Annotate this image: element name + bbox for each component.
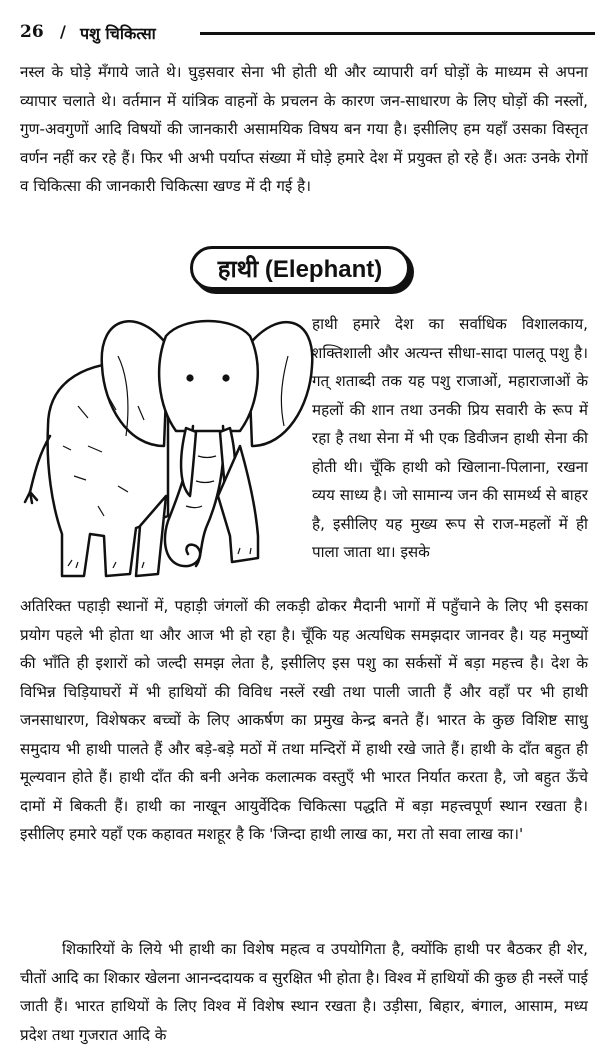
running-header [20,22,595,48]
page-number: 26 [20,22,44,42]
header-separator: / [60,22,66,41]
chapter-title: पशु चिकित्सा [80,24,156,43]
section-title: हाथी (Elephant) [217,255,383,283]
elephant-side-paragraph: हाथी हमारे देश का सर्वाधिक विशालकाय, शक्तिशाली और अत्यन्त सीधा-सादा पालतू पशु है। गत् शताब्दी तक यह पशु राजाओं, महाराजाओं के महलों की शान तथा उनकी प्रिय सवारी के रूप में रहा है तथा सेना में भी एक डिवीजन हाथी सेना की होती थी। चूँकि हाथी को खिलाना-पिलाना, रखना व्यय साध्य है। जो सामान्य जन की सामर्थ्य से बाहर है, इसीलिए यह मुख्य रूप से राज-महलों में ही पाला जाता था। इसके [312,315,588,561]
elephant-main-paragraph: अतिरिक्त पहाड़ी स्थानों में, पहाड़ी जंगलों की लकड़ी ढोकर मैदानी भागों में पहुँचाने के लिए भी इसका प्रयोग पहले भी होता था और आज भी हो रहा है। चूँकि यह अत्यधिक समझदार जानवर है। यह मनुष्यों की भाँति ही इशारों को जल्दी समझ लेता है, इसीलिए इस पशु का सर्कसों में बड़ा महत्त्व है। देश के विभिन्न चिड़ियाघरों में भी हाथियों की विविध नस्लें रखी तथा पाली जाती हैं और वहाँ पर भी हाथी जनसाधारण, विशेषकर बच्चों के लिए आकर्षण का प्रमुख केन्द्र बनते हैं। भारत के कुछ विशिष्ट साधु समुदाय भी हाथी पालते हैं और बड़े-बड़े मठों में तथा मन्दिरों में हाथी रखे जाते हैं। हाथी के दाँत बहुत ही मूल्यवान होते हैं। हाथी दाँत की बनी अनेक कलात्मक वस्तुएँ भी भारत निर्यात करता है, जो बहुत ऊँचे दामों में बिकती हैं। हाथी का नाखून आयुर्वेदिक चिकित्सा पद्धति में बड़ा महत्त्वपूर्ण स्थान रखता है। इसीलिए हमारे यहाँ एक कहावत मशहूर है कि 'जिन्दा हाथी लाख का, मरा तो सवा लाख का।' [20,597,588,843]
section-title-box [190,246,410,290]
intro-paragraph: नस्ल के घोड़े मँगाये जाते थे। घुड़सवार सेना भी होती थी और व्यापारी वर्ग घोड़ों के माध्यम से अपना व्यापार चलाते थे। वर्तमान में यांत्रिक वाहनों के प्रचलन के कारण जन-साधारण के लिए घोड़ों की नस्लों, गुण-अवगुणों आदि विषयों की जानकारी असामयिक विषय बन गया है। इसीलिए हम यहाँ उसका विस्तृत वर्णन नहीं कर रहे हैं। फिर भी अभी पर्याप्त संख्या में घोड़े हमारे देश में प्रयुक्त हो रहे हैं। अतः उनके रोगों व चिकित्सा की जानकारी चिकित्सा खण्ड में दी गई है। [20,63,588,195]
elephant-illustration-icon [18,296,318,596]
header-rule [200,32,595,35]
hunting-paragraph: शिकारियों के लिये भी हाथी का विशेष महत्व व उपयोगिता है, क्योंकि हाथी पर बैठकर ही शेर, चीतों आदि का शिकार खेलना आनन्ददायक व सुरक्षित भी होता है। विश्व में हाथियों की कुछ ही नस्लें पाई जाती हैं। भारत हाथियों के लिए विश्व में विशेष स्थान रखता है। उड़ीसा, बिहार, बंगाल, आसाम, मध्य प्रदेश तथा गुजरात आदि के [20,940,588,1044]
